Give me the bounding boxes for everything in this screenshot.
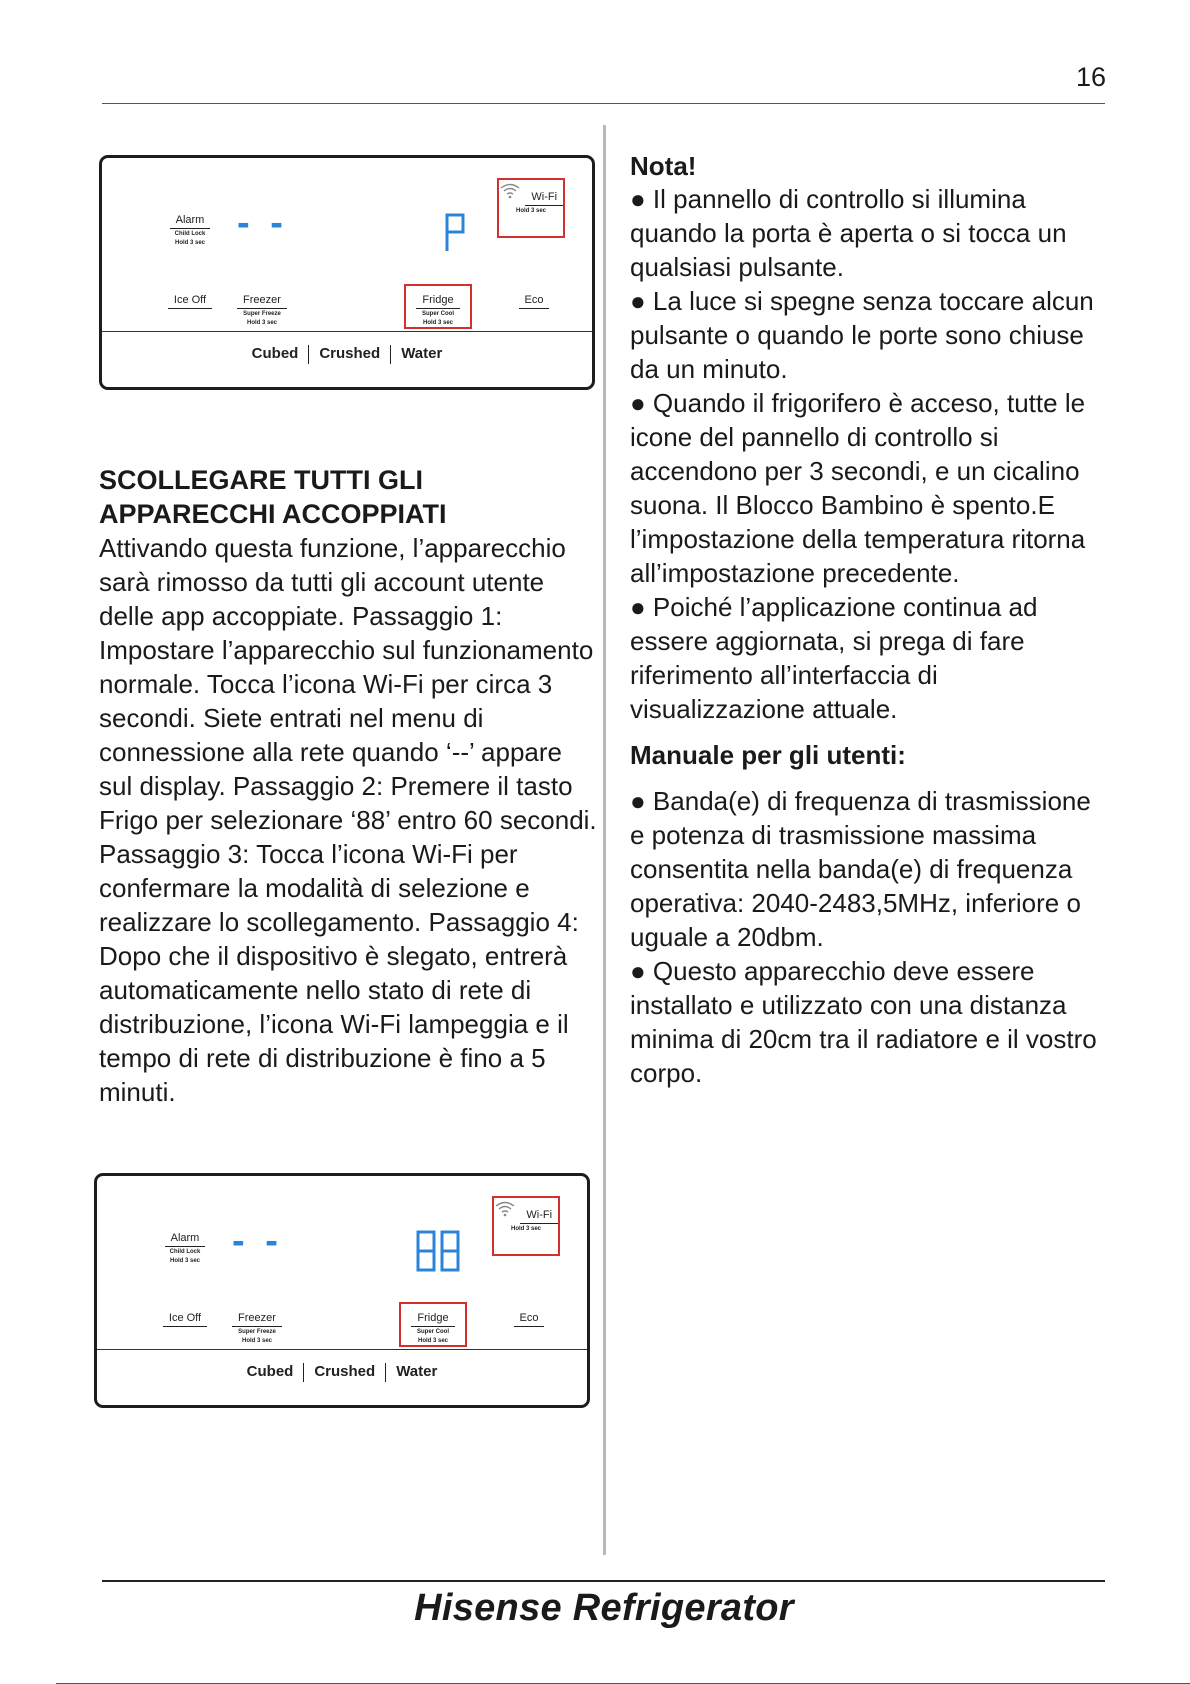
manual-bullet: ● Banda(e) di frequenza di trasmissione e potenza di trasmissione massima consentita nella banda(e) di frequenza operativa: 2040-2483,5MHz, inferiore o uguale a 20dbm. [630,786,1091,952]
control-panel-illustration-2 [94,1173,590,1408]
fridge-button[interactable]: Fridge Super Cool Hold 3 sec [399,1308,467,1345]
cubed-option[interactable]: Cubed [246,1363,294,1381]
water-option[interactable]: Water [396,1363,438,1381]
page-number: 16 [1075,62,1106,92]
footer-rule [102,1580,1105,1582]
cubed-option[interactable]: Cubed [251,345,299,363]
wifi-button[interactable]: Wi-Fi Hold 3 sec [492,1200,560,1233]
note-bullet: ● La luce si spegne senza toccare alcun pulsante o quando le porte sono chiuse da un minuto. [630,286,1094,384]
fridge-button[interactable]: Fridge Super Cool Hold 3 sec [404,290,472,327]
note-bullet: ● Poiché l’applicazione continua ad essere aggiornata, si prega di fare riferimento all’interfaccia di visualizzazione attuale. [630,592,1038,724]
freezer-button[interactable]: Freezer Super Freeze Hold 3 sec [212,290,312,327]
ice-off-button[interactable]: Ice Off [135,1308,235,1327]
wifi-icon [499,182,521,200]
display-p-digit [444,211,466,255]
wifi-button[interactable]: Wi-Fi Hold 3 sec [497,182,565,215]
water-option[interactable]: Water [401,345,443,363]
alarm-label: Alarm Child Lock Hold 3 sec [140,210,240,247]
column-divider [603,125,606,1555]
manual-bullet: ● Questo apparecchio deve essere installato e utilizzato con una distanza minima di 20cm tra il radiatore e il vostro corpo. [630,956,1097,1088]
crushed-option[interactable]: Crushed [319,345,381,363]
eco-button[interactable]: Eco [495,1308,563,1327]
dispenser-options [97,1363,587,1382]
left-column [99,463,599,1109]
manual-title: Manuale per gli utenti: [630,740,906,770]
header-rule [102,103,1105,104]
display-dashes: - - [237,202,288,244]
note-bullet: ● Il pannello di controllo si illumina quando la porta è aperta o si tocca un qualsiasi pulsante. [630,184,1067,282]
control-panel-illustration-1 [99,155,595,390]
panel-divider [97,1349,587,1350]
dispenser-options [102,345,592,364]
note-title: Nota! [630,151,697,181]
footer-brand: Hisense Refrigerator [414,1587,794,1629]
freezer-button[interactable]: Freezer Super Freeze Hold 3 sec [207,1308,307,1345]
ice-off-button[interactable]: Ice Off [140,290,240,309]
eco-button[interactable]: Eco [500,290,568,309]
right-column [630,150,1100,1090]
alarm-label: Alarm Child Lock Hold 3 sec [135,1228,235,1265]
display-dashes: - - [232,1220,283,1262]
display-88-digits [415,1229,463,1273]
note-bullet: ● Quando il frigorifero è acceso, tutte le icone del pannello di controllo si accendono per 3 secondi, e un cicalino suona. Il Blocco Bambino è spento.E l’impostazione della temperatura ritorna all’impostazione precedente. [630,388,1086,588]
wifi-icon [494,1200,516,1218]
section-heading: SCOLLEGARE TUTTI GLI APPARECCHI ACCOPPIATI [99,465,447,529]
panel-divider [102,331,592,332]
crushed-option[interactable]: Crushed [314,1363,376,1381]
section-body: Attivando questa funzione, l’apparecchio sarà rimosso da tutti gli account utente delle app accoppiate. Passaggio 1: Impostare l’apparecchio sul funzionamento normale. Tocca l’icona Wi-Fi per circa 3 secondi. Siete entrati nel menu di connessione alla rete quando ‘--’ appare sul display. Passaggio 2: Premere il tasto Frigo per selezionare ‘88’ entro 60 secondi. Passaggio 3: Tocca l’icona Wi-Fi per confermare la modalità di selezione e realizzare lo scollegamento. Passaggio 4: Dopo che il dispositivo è slegato, entrerà automaticamente nello stato di rete di distribuzione, l’icona Wi-Fi lampeggia e il tempo di rete di distribuzione è fino a 5 minuti. [99,533,597,1107]
